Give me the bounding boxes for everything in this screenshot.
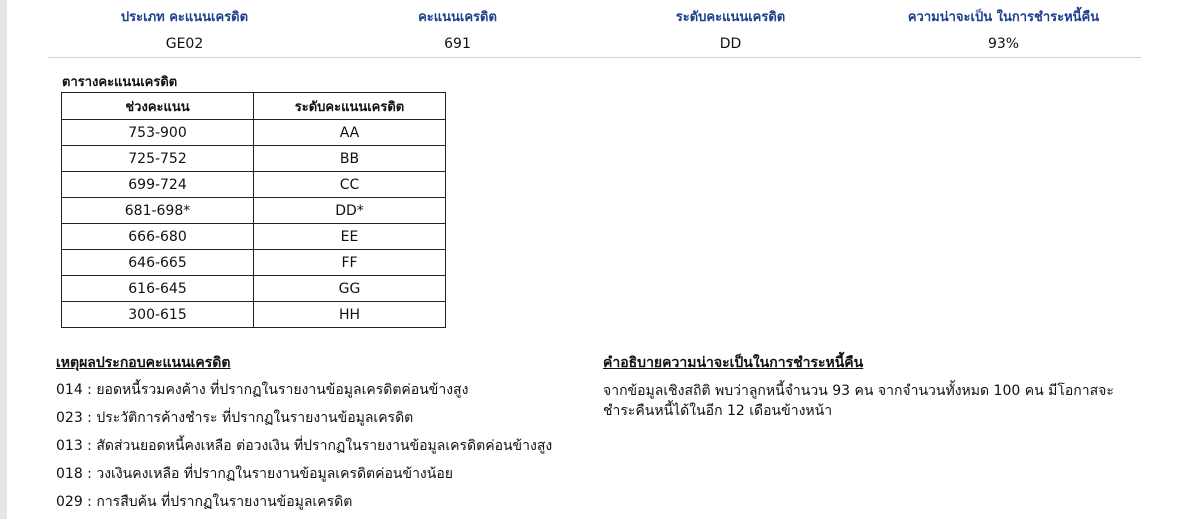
score-range-cell: 753-900 [62, 120, 254, 146]
table-row [62, 276, 446, 302]
score-range-cell: 646-665 [62, 250, 254, 276]
list-item: 014 : ยอดหนี้รวมคงค้าง ที่ปรากฏในรายงานข้อมูลเครดิตค่อนข้างสูง [56, 382, 469, 398]
summary-header-probability: ความน่าจะเป็น ในการชำระหนี้คืน [907, 10, 1100, 25]
list-item: 018 : วงเงินคงเหลือ ที่ปรากฏในรายงานข้อมูลเครดิตค่อนข้างน้อย [56, 466, 453, 482]
score-range-cell: 725-752 [62, 146, 254, 172]
grade-cell: EE [254, 224, 446, 250]
grade-cell: BB [254, 146, 446, 172]
table-row [62, 198, 446, 224]
score-range-cell: 699-724 [62, 172, 254, 198]
table-row [62, 120, 446, 146]
summary-header-grade: ระดับคะแนนเครดิต [675, 10, 786, 25]
reasons-title: เหตุผลประกอบคะแนนเครดิต [56, 355, 231, 371]
summary-value-score: 691 [444, 36, 471, 52]
grade-table-title: ตารางคะแนนเครดิต [62, 75, 178, 90]
summary-value-type: GE02 [165, 36, 204, 52]
grade-table-header-range: ช่วงคะแนน [62, 93, 254, 120]
explanation-text: จากข้อมูลเชิงสถิติ พบว่าลูกหนี้จำนวน 93 คน จากจำนวนทั้งหมด 100 คน มีโอกาสจะชำระคืนหนี้ได้ในอีก 12 เดือนข้างหน้า [603, 383, 1114, 419]
list-item: 023 : ประวัติการค้างชำระ ที่ปรากฏในรายงานข้อมูลเครดิต [56, 410, 414, 426]
score-range-cell: 666-680 [62, 224, 254, 250]
summary-header-type: ประเภท คะแนนเครดิต [120, 10, 249, 25]
score-range-cell: 616-645 [62, 276, 254, 302]
grade-cell: CC [254, 172, 446, 198]
grade-table-header-row [62, 93, 446, 120]
grade-cell: HH [254, 302, 446, 328]
summary-value-grade: DD [719, 36, 742, 52]
table-row [62, 172, 446, 198]
grade-table-header-grade: ระดับคะแนนเครดิต [254, 93, 446, 120]
list-item: 029 : การสืบค้น ที่ปรากฏในรายงานข้อมูลเครดิต [56, 494, 353, 510]
grade-table [61, 92, 446, 328]
table-row [62, 250, 446, 276]
summary-value-probability: 93% [987, 36, 1020, 52]
list-item: 013 : สัดส่วนยอดหนี้คงเหลือ ต่อวงเงิน ที่ปรากฏในรายงานข้อมูลเครดิตค่อนข้างสูง [56, 438, 553, 454]
explanation-title: คำอธิบายความน่าจะเป็นในการชำระหนี้คืน [603, 355, 864, 371]
table-row [62, 146, 446, 172]
table-row [62, 224, 446, 250]
table-row [62, 302, 446, 328]
grade-cell: FF [254, 250, 446, 276]
score-range-cell: 681-698* [62, 198, 254, 224]
grade-cell: AA [254, 120, 446, 146]
grade-cell: GG [254, 276, 446, 302]
left-edge-bar [0, 0, 7, 519]
summary-header-score: คะแนนเครดิต [418, 10, 497, 25]
grade-cell: DD* [254, 198, 446, 224]
reasons-list [56, 380, 552, 520]
score-range-cell: 300-615 [62, 302, 254, 328]
credit-summary [48, 0, 1141, 58]
